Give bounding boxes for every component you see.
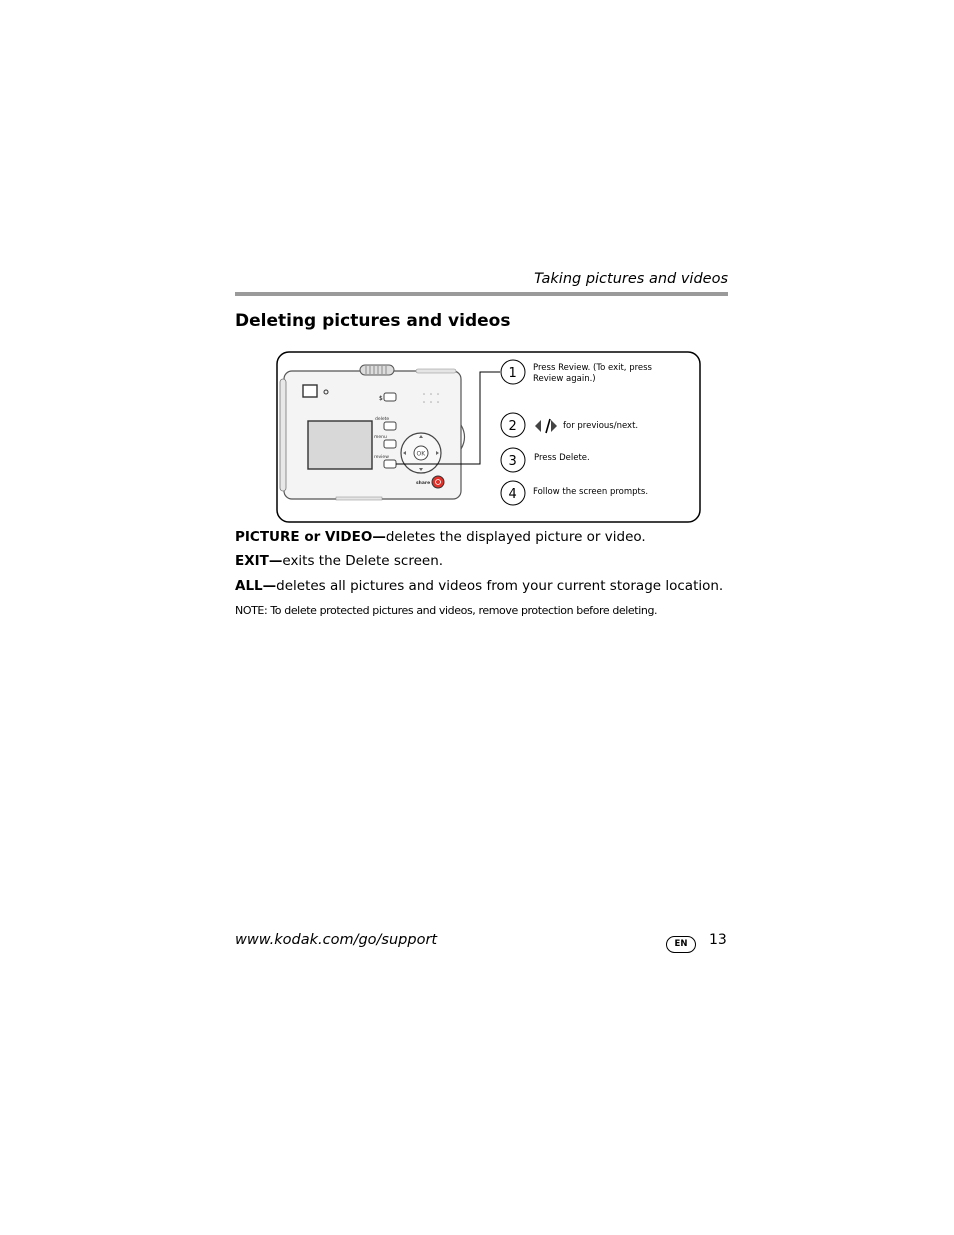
lcd-screen	[308, 421, 372, 469]
menu-button-icon	[384, 440, 396, 448]
mode-dial-icon	[360, 365, 394, 375]
delete-label: delete	[375, 417, 390, 422]
definition-term: PICTURE or VIDEO—	[235, 529, 386, 545]
step-1-text: Press Review. (To exit, press Review again.)	[533, 363, 652, 384]
definition-text: deletes all pictures and videos from your current storage location.	[276, 578, 724, 594]
page-number: 13	[709, 932, 727, 948]
flash-button-icon	[384, 393, 396, 401]
definition-term: EXIT—	[235, 553, 283, 569]
step-1-number: 1	[508, 366, 517, 381]
review-label: review	[374, 455, 389, 460]
step-3-text: Press Delete.	[534, 453, 590, 463]
menu-label: menu	[374, 435, 387, 440]
footer-url-link[interactable]: www.kodak.com/go/support	[235, 932, 438, 948]
delete-button-icon	[384, 422, 396, 430]
step-4-text: Follow the screen prompts.	[533, 487, 649, 497]
step-4-number: 4	[508, 487, 517, 502]
definition-text: deletes the displayed picture or video.	[385, 529, 646, 545]
share-label: share	[416, 481, 431, 486]
step-2-text: for previous/next.	[563, 421, 639, 431]
camera-back	[280, 365, 465, 500]
header-rule	[235, 292, 728, 296]
running-head: Taking pictures and videos	[534, 271, 728, 287]
ok-label: OK	[416, 450, 426, 458]
share-button-icon	[432, 476, 444, 488]
definition-all	[235, 578, 723, 594]
camera-figure	[276, 351, 701, 523]
svg-text:$: $	[379, 395, 383, 402]
section-title: Deleting pictures and videos	[235, 311, 511, 331]
step-3-number: 3	[508, 454, 517, 469]
definition-term: ALL—	[235, 578, 277, 594]
definition-picture-or-video	[235, 529, 646, 545]
viewfinder-icon	[303, 385, 317, 397]
step-2-number: 2	[508, 419, 517, 434]
definition-text: exits the Delete screen.	[282, 553, 444, 569]
language-badge: EN	[666, 936, 696, 953]
note: NOTE: To delete protected pictures and videos, remove protection before deleting.	[235, 604, 658, 617]
review-button-icon	[384, 460, 396, 468]
definition-exit	[235, 553, 443, 569]
